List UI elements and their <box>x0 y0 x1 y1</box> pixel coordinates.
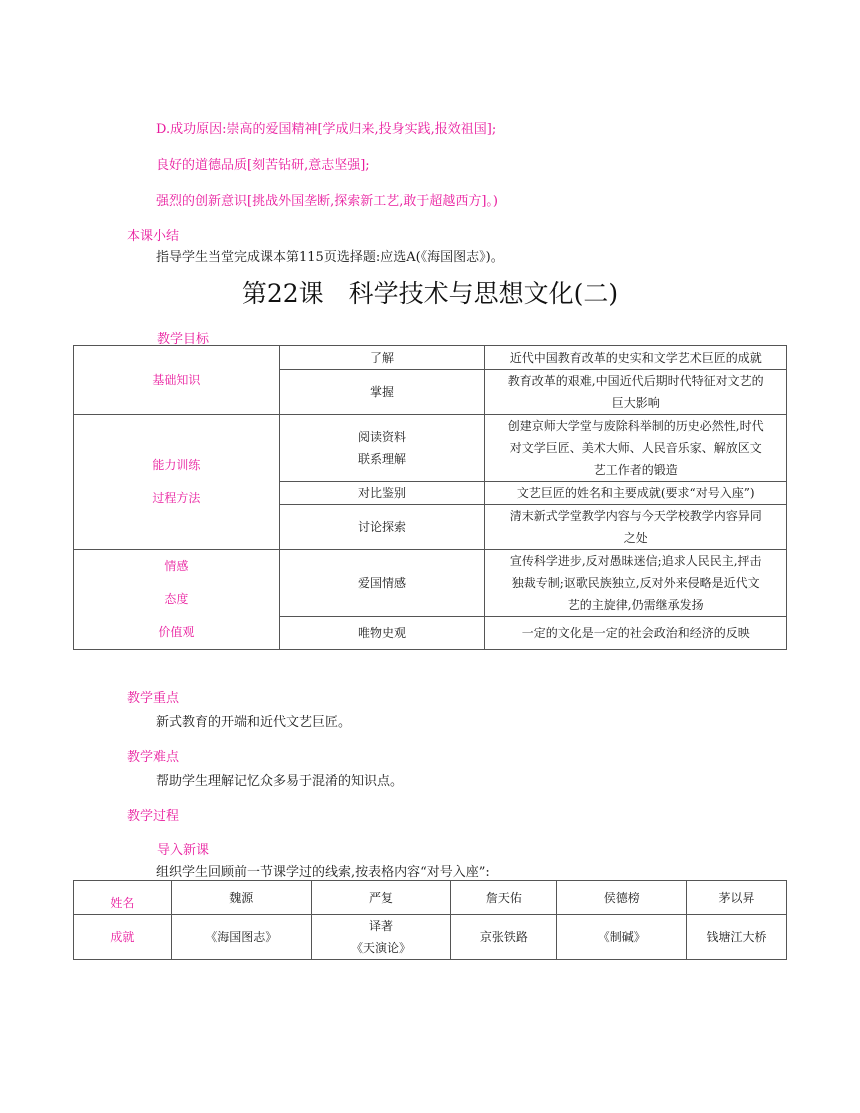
match-table <box>73 880 787 960</box>
summary-heading: 本课小结 <box>127 229 180 244</box>
content-master: 教育改革的艰难,中国近代后期时代特征对文艺的 巨大影响 <box>485 370 787 415</box>
item-patriotism: 爱国情感 <box>279 550 485 617</box>
intro-text: 组织学生回顾前一节课学过的线索,按表格内容“对号入座”: <box>156 865 490 880</box>
content-understand: 近代中国教育改革的史实和文学艺术巨匠的成就 <box>485 346 787 370</box>
work-cell: 钱塘江大桥 <box>687 915 787 960</box>
group-basic-label: 基础知识 <box>74 346 280 415</box>
intro-heading: 导入新课 <box>157 843 210 858</box>
item-master: 掌握 <box>279 370 485 415</box>
item-reading: 阅读资料 联系理解 <box>279 415 485 482</box>
work-cell: 京张铁路 <box>451 915 557 960</box>
objectives-heading: 教学目标 <box>157 332 210 347</box>
item-materialism: 唯物史观 <box>279 617 485 650</box>
content-discuss: 清末新式学堂教学内容与今天学校教学内容异同 之处 <box>485 505 787 550</box>
item-understand: 了解 <box>279 346 485 370</box>
work-cell: 《制碱》 <box>557 915 687 960</box>
item-compare: 对比鉴别 <box>279 482 485 505</box>
reason-line-1: D.成功原因:崇高的爱国精神[学成归来,投身实践,报效祖国]; <box>156 122 497 137</box>
item-discuss: 讨论探索 <box>279 505 485 550</box>
content-compare: 文艺巨匠的姓名和主要成就(要求“对号入座”) <box>485 482 787 505</box>
difficulty-text: 帮助学生理解记忆众多易于混淆的知识点。 <box>156 774 404 789</box>
group-emotion-label: 情感 态度 价值观 <box>74 550 280 650</box>
process-heading: 教学过程 <box>127 809 180 824</box>
name-cell: 茅以昇 <box>687 881 787 915</box>
name-cell: 詹天佑 <box>451 881 557 915</box>
objectives-table <box>73 345 787 650</box>
name-cell: 魏源 <box>171 881 311 915</box>
lesson-title: 第22课 科学技术与思想文化(二) <box>241 279 619 308</box>
key-point-text: 新式教育的开端和近代文艺巨匠。 <box>156 715 352 730</box>
work-cell: 译著 《天演论》 <box>311 915 451 960</box>
difficulty-heading: 教学难点 <box>127 750 180 765</box>
summary-text: 指导学生当堂完成课本第115页选择题:应选A(《海国图志》)。 <box>156 250 504 265</box>
row-label-work: 成就 <box>74 915 172 960</box>
content-reading: 创建京师大学堂与废除科举制的历史必然性,时代 对文学巨匠、美术大师、人民音乐家、解放区文 艺工作者的锻造 <box>485 415 787 482</box>
name-cell: 严复 <box>311 881 451 915</box>
work-cell: 《海国图志》 <box>171 915 311 960</box>
content-materialism: 一定的文化是一定的社会政治和经济的反映 <box>485 617 787 650</box>
name-cell: 侯德榜 <box>557 881 687 915</box>
content-patriotism: 宣传科学进步,反对愚昧迷信;追求人民民主,抨击 独裁专制;讴歌民族独立,反对外来侵略是近代文 艺的主旋律,仍需继承发扬 <box>485 550 787 617</box>
group-ability-label: 能力训练 过程方法 <box>74 415 280 550</box>
reason-line-3: 强烈的创新意识[挑战外国垄断,探索新工艺,敢于超越西方]。) <box>156 194 498 209</box>
reason-line-2: 良好的道德品质[刻苦钻研,意志坚强]; <box>156 158 370 173</box>
key-point-heading: 教学重点 <box>127 691 180 706</box>
row-label-name: 姓名 <box>74 881 172 915</box>
